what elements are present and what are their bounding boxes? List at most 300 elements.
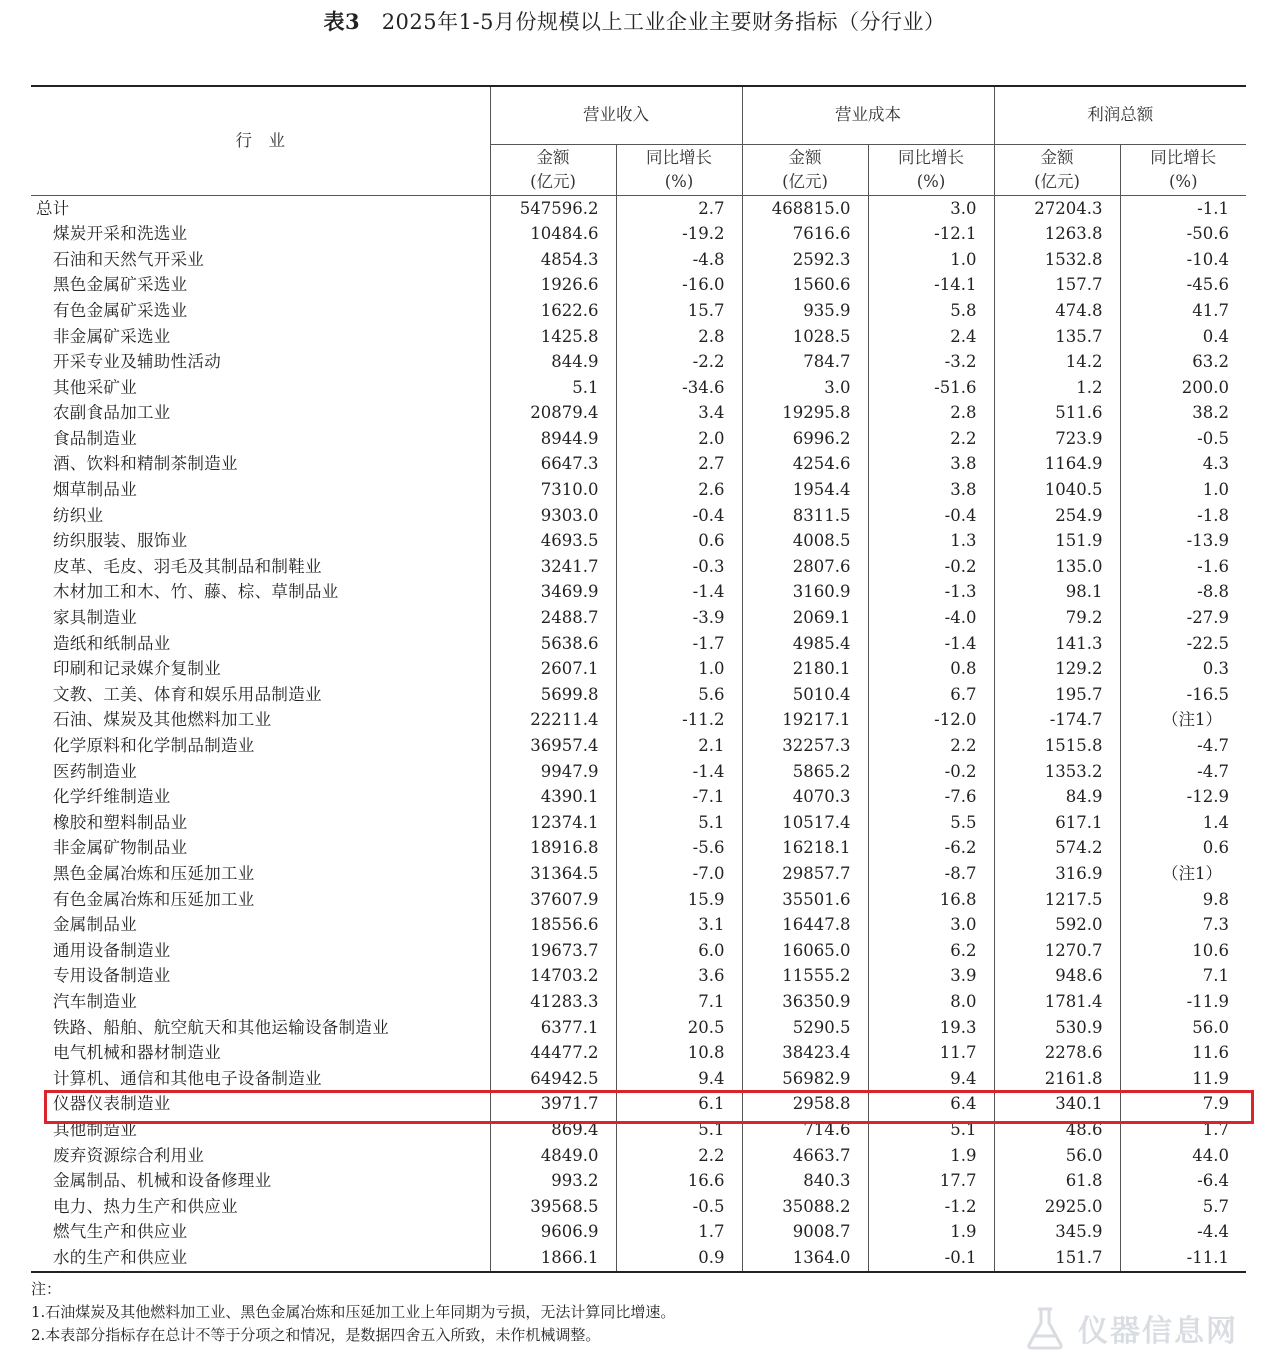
cost-amount: 784.7 (742, 350, 868, 376)
profit-yoy: 41.7 (1120, 298, 1246, 324)
profit-yoy: -4.4 (1120, 1220, 1246, 1246)
revenue-amount: 9303.0 (490, 503, 616, 529)
revenue-amount: 18556.6 (490, 913, 616, 939)
cost-yoy: 5.1 (868, 1117, 994, 1143)
cost-yoy: 11.7 (868, 1041, 994, 1067)
industry-name: 农副食品加工业 (53, 403, 171, 423)
header-revenue-yoy: 同比增长 (%) (616, 145, 742, 196)
cost-yoy: 0.8 (868, 657, 994, 683)
profit-amount: 2161.8 (994, 1066, 1120, 1092)
revenue-amount: 36957.4 (490, 733, 616, 759)
profit-amount: 1217.5 (994, 887, 1120, 913)
cost-amount: 35088.2 (742, 1194, 868, 1220)
profit-amount: 316.9 (994, 861, 1120, 887)
revenue-yoy: 5.1 (616, 810, 742, 836)
revenue-yoy: -19.2 (616, 222, 742, 248)
cost-amount: 1364.0 (742, 1245, 868, 1272)
industry-name: 燃气生产和供应业 (53, 1222, 188, 1242)
cost-amount: 38423.4 (742, 1041, 868, 1067)
industry-name: 通用设备制造业 (53, 940, 171, 960)
industry-name: 木材加工和木、竹、藤、棕、草制品业 (53, 582, 339, 602)
profit-amount: 129.2 (994, 657, 1120, 683)
revenue-amount: 18916.8 (490, 836, 616, 862)
revenue-amount: 20879.4 (490, 401, 616, 427)
cost-yoy: -0.4 (868, 503, 994, 529)
profit-yoy: -50.6 (1120, 222, 1246, 248)
profit-yoy: -0.5 (1120, 426, 1246, 452)
table-row (31, 938, 1246, 964)
profit-amount: 14.2 (994, 350, 1120, 376)
industry-name: 电气机械和器材制造业 (53, 1043, 221, 1063)
table-row (31, 964, 1246, 990)
table-row (31, 733, 1246, 759)
cost-yoy: -12.0 (868, 708, 994, 734)
cost-amount: 10517.4 (742, 810, 868, 836)
revenue-yoy: 0.9 (616, 1245, 742, 1272)
table-row (31, 273, 1246, 299)
cost-yoy: 1.3 (868, 529, 994, 555)
industry-name: 化学原料和化学制品制造业 (53, 736, 255, 756)
table-row (31, 989, 1246, 1015)
revenue-yoy: 3.4 (616, 401, 742, 427)
header-profit-yoy: 同比增长 (%) (1120, 145, 1246, 196)
industry-name: 医药制造业 (53, 761, 137, 781)
profit-amount: 1.2 (994, 375, 1120, 401)
profit-amount: 1515.8 (994, 733, 1120, 759)
revenue-yoy: 20.5 (616, 1015, 742, 1041)
revenue-yoy: 6.1 (616, 1092, 742, 1118)
revenue-amount: 1866.1 (490, 1245, 616, 1272)
industry-name: 酒、饮料和精制茶制造业 (53, 454, 238, 474)
profit-amount: 195.7 (994, 682, 1120, 708)
cost-amount: 3.0 (742, 375, 868, 401)
note-1: 1.石油煤炭及其他燃料加工业、黑色金属冶炼和压延加工业上年同期为亏损，无法计算同比增速。 (31, 1303, 676, 1321)
profit-yoy: 11.6 (1120, 1041, 1246, 1067)
cost-yoy: 8.0 (868, 989, 994, 1015)
cost-yoy: 2.8 (868, 401, 994, 427)
revenue-amount: 4849.0 (490, 1143, 616, 1169)
profit-yoy: 7.3 (1120, 913, 1246, 939)
revenue-amount: 4390.1 (490, 785, 616, 811)
revenue-yoy: 2.6 (616, 478, 742, 504)
cost-amount: 1560.6 (742, 273, 868, 299)
table-row (31, 503, 1246, 529)
header-cost-amount: 金额 (亿元) (742, 145, 868, 196)
profit-yoy: 5.7 (1120, 1194, 1246, 1220)
revenue-yoy: 7.1 (616, 989, 742, 1015)
table-row (31, 810, 1246, 836)
profit-amount: 151.7 (994, 1245, 1120, 1272)
profit-amount: 723.9 (994, 426, 1120, 452)
revenue-yoy: 16.6 (616, 1169, 742, 1195)
cost-yoy: 6.7 (868, 682, 994, 708)
table-row (31, 606, 1246, 632)
cost-yoy: 3.8 (868, 478, 994, 504)
table-row (31, 913, 1246, 939)
profit-yoy: 56.0 (1120, 1015, 1246, 1041)
table-row (31, 401, 1246, 427)
table-row (31, 836, 1246, 862)
industry-name: 计算机、通信和其他电子设备制造业 (53, 1068, 322, 1088)
revenue-yoy: -0.5 (616, 1194, 742, 1220)
cost-amount: 36350.9 (742, 989, 868, 1015)
profit-yoy: 1.0 (1120, 478, 1246, 504)
profit-amount: 1263.8 (994, 222, 1120, 248)
cost-amount: 11555.2 (742, 964, 868, 990)
revenue-amount: 9947.9 (490, 759, 616, 785)
revenue-amount: 1425.8 (490, 324, 616, 350)
cost-yoy: -4.0 (868, 606, 994, 632)
watermark (1020, 1303, 1260, 1353)
cost-yoy: -0.2 (868, 554, 994, 580)
profit-amount: 1353.2 (994, 759, 1120, 785)
profit-amount: 84.9 (994, 785, 1120, 811)
cost-yoy: 2.4 (868, 324, 994, 350)
cost-amount: 4985.4 (742, 631, 868, 657)
cost-amount: 16447.8 (742, 913, 868, 939)
profit-amount: 1270.7 (994, 938, 1120, 964)
revenue-yoy: 10.8 (616, 1041, 742, 1067)
industry-name: 纺织服装、服饰业 (53, 531, 188, 551)
industry-name: 皮革、毛皮、羽毛及其制品和制鞋业 (53, 556, 322, 576)
table-row (31, 1117, 1246, 1143)
revenue-amount: 6647.3 (490, 452, 616, 478)
revenue-amount: 14703.2 (490, 964, 616, 990)
revenue-amount: 3241.7 (490, 554, 616, 580)
revenue-yoy: -4.8 (616, 247, 742, 273)
industry-name: 造纸和纸制品业 (53, 633, 171, 653)
cost-yoy: 16.8 (868, 887, 994, 913)
cost-yoy: 3.0 (868, 196, 994, 222)
revenue-yoy: 6.0 (616, 938, 742, 964)
table-body (31, 196, 1246, 1272)
cost-amount: 935.9 (742, 298, 868, 324)
revenue-yoy: 15.7 (616, 298, 742, 324)
profit-amount: 340.1 (994, 1092, 1120, 1118)
industry-name: 废弃资源综合利用业 (53, 1145, 205, 1165)
revenue-yoy: 15.9 (616, 887, 742, 913)
table-row (31, 1194, 1246, 1220)
cost-yoy: -51.6 (868, 375, 994, 401)
revenue-yoy: -1.4 (616, 759, 742, 785)
table-row (31, 708, 1246, 734)
cost-yoy: -0.2 (868, 759, 994, 785)
profit-yoy: 7.9 (1120, 1092, 1246, 1118)
industry-name: 汽车制造业 (53, 991, 137, 1011)
profit-yoy: 38.2 (1120, 401, 1246, 427)
profit-amount: 511.6 (994, 401, 1120, 427)
revenue-yoy: 5.6 (616, 682, 742, 708)
profit-yoy: -8.8 (1120, 580, 1246, 606)
revenue-amount: 8944.9 (490, 426, 616, 452)
revenue-yoy: 1.7 (616, 1220, 742, 1246)
cost-amount: 3160.9 (742, 580, 868, 606)
profit-yoy: 9.8 (1120, 887, 1246, 913)
revenue-yoy: -1.7 (616, 631, 742, 657)
table-row (31, 1245, 1246, 1272)
industry-name: 烟草制品业 (53, 480, 137, 500)
cost-amount: 19217.1 (742, 708, 868, 734)
revenue-amount: 4693.5 (490, 529, 616, 555)
industry-name: 黑色金属冶炼和压延加工业 (53, 863, 255, 883)
cost-amount: 2958.8 (742, 1092, 868, 1118)
cost-amount: 56982.9 (742, 1066, 868, 1092)
profit-amount: 135.7 (994, 324, 1120, 350)
table-row (31, 1066, 1246, 1092)
cost-yoy: 1.0 (868, 247, 994, 273)
revenue-yoy: -1.4 (616, 580, 742, 606)
table-row (31, 1143, 1246, 1169)
industry-name: 石油、煤炭及其他燃料加工业 (53, 710, 272, 730)
profit-yoy: 1.4 (1120, 810, 1246, 836)
profit-yoy: -12.9 (1120, 785, 1246, 811)
profit-yoy: -1.8 (1120, 503, 1246, 529)
revenue-yoy: 5.1 (616, 1117, 742, 1143)
cost-amount: 7616.6 (742, 222, 868, 248)
revenue-amount: 869.4 (490, 1117, 616, 1143)
revenue-amount: 844.9 (490, 350, 616, 376)
revenue-amount: 5.1 (490, 375, 616, 401)
cost-yoy: -7.6 (868, 785, 994, 811)
profit-amount: 79.2 (994, 606, 1120, 632)
table-row (31, 426, 1246, 452)
cost-amount: 6996.2 (742, 426, 868, 452)
profit-amount: 474.8 (994, 298, 1120, 324)
industry-name: 仪器仪表制造业 (53, 1094, 171, 1114)
cost-yoy: 6.4 (868, 1092, 994, 1118)
table-row (31, 682, 1246, 708)
revenue-amount: 19673.7 (490, 938, 616, 964)
table-row (31, 785, 1246, 811)
table-row (31, 375, 1246, 401)
table-row (31, 631, 1246, 657)
profit-amount: 530.9 (994, 1015, 1120, 1041)
profit-amount: 345.9 (994, 1220, 1120, 1246)
table-row (31, 861, 1246, 887)
watermark-text: 仪器信息网 (1078, 1314, 1238, 1349)
cost-yoy: 19.3 (868, 1015, 994, 1041)
cost-yoy: 3.0 (868, 913, 994, 939)
cost-amount: 840.3 (742, 1169, 868, 1195)
cost-yoy: -14.1 (868, 273, 994, 299)
profit-amount: 135.0 (994, 554, 1120, 580)
cost-yoy: 1.9 (868, 1143, 994, 1169)
profit-amount: 2278.6 (994, 1041, 1120, 1067)
cost-yoy: 6.2 (868, 938, 994, 964)
industry-name: 金属制品、机械和设备修理业 (53, 1171, 272, 1191)
profit-amount: 1040.5 (994, 478, 1120, 504)
revenue-yoy: 2.8 (616, 324, 742, 350)
profit-yoy: -45.6 (1120, 273, 1246, 299)
revenue-yoy: 2.2 (616, 1143, 742, 1169)
header-profit-amount: 金额 (亿元) (994, 145, 1120, 196)
profit-amount: 1781.4 (994, 989, 1120, 1015)
revenue-yoy: -2.2 (616, 350, 742, 376)
revenue-yoy: -7.1 (616, 785, 742, 811)
industry-name: 石油和天然气开采业 (53, 249, 205, 269)
cost-yoy: -12.1 (868, 222, 994, 248)
profit-yoy: -4.7 (1120, 733, 1246, 759)
profit-yoy: 44.0 (1120, 1143, 1246, 1169)
profit-yoy: -11.1 (1120, 1245, 1246, 1272)
revenue-amount: 3971.7 (490, 1092, 616, 1118)
revenue-yoy: -34.6 (616, 375, 742, 401)
page-title (0, 6, 1269, 36)
note-2: 2.本表部分指标存在总计不等于分项之和情况，是数据四舍五入所致，未作机械调整。 (31, 1326, 601, 1344)
profit-amount: 48.6 (994, 1117, 1120, 1143)
profit-yoy: 0.4 (1120, 324, 1246, 350)
profit-yoy: 11.9 (1120, 1066, 1246, 1092)
revenue-amount: 39568.5 (490, 1194, 616, 1220)
industry-name: 文教、工美、体育和娱乐用品制造业 (53, 684, 322, 704)
header-cost-yoy: 同比增长 (%) (868, 145, 994, 196)
cost-amount: 1954.4 (742, 478, 868, 504)
revenue-yoy: -3.9 (616, 606, 742, 632)
industry-name: 印刷和记录媒介复制业 (53, 659, 221, 679)
profit-yoy: （注1） (1120, 708, 1246, 734)
cost-amount: 35501.6 (742, 887, 868, 913)
table-row (31, 759, 1246, 785)
cost-amount: 19295.8 (742, 401, 868, 427)
cost-amount: 5010.4 (742, 682, 868, 708)
profit-yoy: -27.9 (1120, 606, 1246, 632)
cost-yoy: -1.2 (868, 1194, 994, 1220)
revenue-amount: 44477.2 (490, 1041, 616, 1067)
revenue-yoy: 1.0 (616, 657, 742, 683)
profit-yoy: 63.2 (1120, 350, 1246, 376)
revenue-amount: 993.2 (490, 1169, 616, 1195)
revenue-yoy: -11.2 (616, 708, 742, 734)
financial-indicators-table (31, 85, 1246, 1273)
profit-amount: 948.6 (994, 964, 1120, 990)
profit-amount: 151.9 (994, 529, 1120, 555)
cost-yoy: -8.7 (868, 861, 994, 887)
industry-name: 金属制品业 (53, 915, 137, 935)
table-row (31, 350, 1246, 376)
revenue-yoy: 2.1 (616, 733, 742, 759)
cost-amount: 8311.5 (742, 503, 868, 529)
profit-yoy: -11.9 (1120, 989, 1246, 1015)
profit-amount: 141.3 (994, 631, 1120, 657)
revenue-amount: 37607.9 (490, 887, 616, 913)
industry-name: 有色金属矿采选业 (53, 300, 188, 320)
cost-yoy: 3.9 (868, 964, 994, 990)
profit-amount: 157.7 (994, 273, 1120, 299)
industry-name: 电力、热力生产和供应业 (53, 1196, 238, 1216)
cost-yoy: -1.3 (868, 580, 994, 606)
cost-yoy: 5.8 (868, 298, 994, 324)
revenue-amount: 41283.3 (490, 989, 616, 1015)
cost-amount: 714.6 (742, 1117, 868, 1143)
revenue-yoy: -5.6 (616, 836, 742, 862)
cost-yoy: 2.2 (868, 733, 994, 759)
industry-name: 总计 (36, 198, 70, 218)
profit-amount: 574.2 (994, 836, 1120, 862)
table-row (31, 247, 1246, 273)
profit-yoy: -16.5 (1120, 682, 1246, 708)
revenue-amount: 5699.8 (490, 682, 616, 708)
cost-amount: 4070.3 (742, 785, 868, 811)
cost-amount: 16218.1 (742, 836, 868, 862)
revenue-yoy: 2.7 (616, 452, 742, 478)
profit-yoy: -13.9 (1120, 529, 1246, 555)
revenue-yoy: 9.4 (616, 1066, 742, 1092)
revenue-amount: 64942.5 (490, 1066, 616, 1092)
cost-yoy: 9.4 (868, 1066, 994, 1092)
table-row (31, 1169, 1246, 1195)
profit-amount: 98.1 (994, 580, 1120, 606)
industry-name: 黑色金属矿采选业 (53, 275, 188, 295)
cost-yoy: -6.2 (868, 836, 994, 862)
header-revenue: 营业收入 (490, 86, 742, 145)
profit-amount: 254.9 (994, 503, 1120, 529)
revenue-amount: 4854.3 (490, 247, 616, 273)
revenue-amount: 547596.2 (490, 196, 616, 222)
profit-amount: 27204.3 (994, 196, 1120, 222)
table-row (31, 222, 1246, 248)
cost-amount: 2592.3 (742, 247, 868, 273)
table-row (31, 478, 1246, 504)
cost-amount: 4663.7 (742, 1143, 868, 1169)
table-row (31, 657, 1246, 683)
cost-amount: 1028.5 (742, 324, 868, 350)
notes-label: 注： (31, 1280, 62, 1298)
cost-yoy: -3.2 (868, 350, 994, 376)
table-row (31, 554, 1246, 580)
industry-name: 开采专业及辅助性活动 (53, 352, 221, 372)
revenue-amount: 12374.1 (490, 810, 616, 836)
table-row (31, 1220, 1246, 1246)
revenue-yoy: -16.0 (616, 273, 742, 299)
profit-amount: 61.8 (994, 1169, 1120, 1195)
revenue-amount: 7310.0 (490, 478, 616, 504)
table-row (31, 1092, 1246, 1118)
revenue-yoy: -0.4 (616, 503, 742, 529)
header-industry: 行 业 (31, 86, 490, 196)
industry-name: 专用设备制造业 (53, 966, 171, 986)
profit-amount: 1164.9 (994, 452, 1120, 478)
header-profit: 利润总额 (994, 86, 1246, 145)
profit-yoy: -1.1 (1120, 196, 1246, 222)
cost-amount: 5865.2 (742, 759, 868, 785)
cost-amount: 4254.6 (742, 452, 868, 478)
profit-yoy: 200.0 (1120, 375, 1246, 401)
table-row (31, 1041, 1246, 1067)
cost-amount: 4008.5 (742, 529, 868, 555)
cost-yoy: -1.4 (868, 631, 994, 657)
header-cost: 营业成本 (742, 86, 994, 145)
cost-amount: 32257.3 (742, 733, 868, 759)
industry-name: 纺织业 (53, 505, 104, 525)
industry-name: 家具制造业 (53, 608, 137, 628)
profit-yoy: -1.6 (1120, 554, 1246, 580)
cost-amount: 5290.5 (742, 1015, 868, 1041)
cost-amount: 2180.1 (742, 657, 868, 683)
cost-yoy: 2.2 (868, 426, 994, 452)
profit-amount: 2925.0 (994, 1194, 1120, 1220)
table-row (31, 580, 1246, 606)
revenue-yoy: 3.6 (616, 964, 742, 990)
table-row (31, 298, 1246, 324)
table-title: 2025年1-5月份规模以上工业企业主要财务指标（分行业） (381, 10, 946, 34)
table-row (31, 324, 1246, 350)
profit-yoy: 4.3 (1120, 452, 1246, 478)
cost-yoy: 1.9 (868, 1220, 994, 1246)
profit-yoy: -22.5 (1120, 631, 1246, 657)
cost-amount: 16065.0 (742, 938, 868, 964)
industry-name: 有色金属冶炼和压延加工业 (53, 889, 255, 909)
cost-yoy: 3.8 (868, 452, 994, 478)
